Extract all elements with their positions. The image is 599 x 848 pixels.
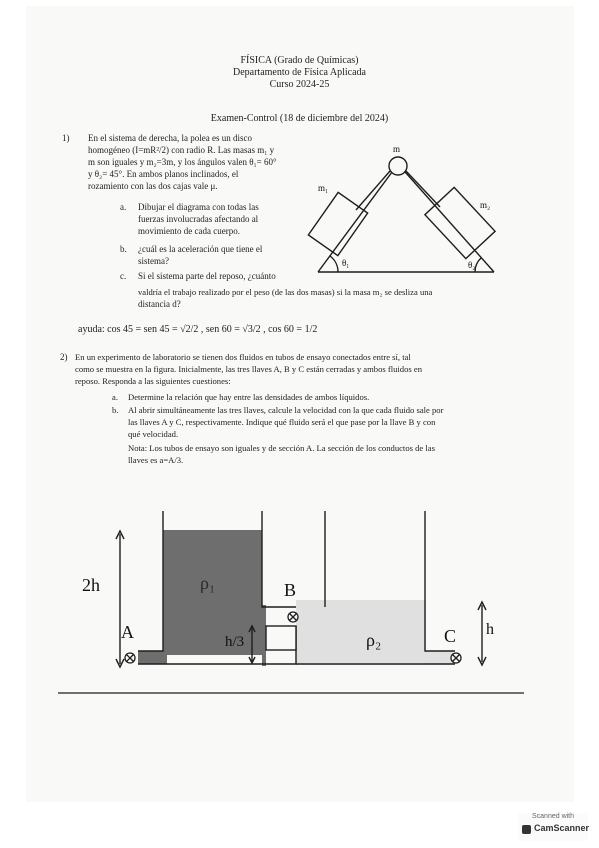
problem1-a-line-1: Dibujar el diagrama con todas las bbox=[138, 202, 259, 212]
camscanner-watermark bbox=[518, 813, 588, 841]
tubes-diagram bbox=[58, 511, 524, 693]
problem1-a-letter: a. bbox=[120, 202, 127, 212]
problem2-b-line-3: qué velocidad. bbox=[128, 429, 179, 439]
problem1-c-line-1: Si el sistema parte del reposo, ¿cuánto bbox=[138, 271, 276, 281]
center-block bbox=[266, 626, 296, 650]
problem1-c-line-3: distancia d? bbox=[138, 299, 181, 309]
problem1-line-2: homogéneo (I=mR²/2) con radio R. Las masas m₁ y bbox=[88, 145, 275, 155]
problem1-a-line-2: fuerzas involucradas afectando al bbox=[138, 214, 259, 224]
label-m2: m₂ bbox=[480, 200, 491, 210]
label-valve-c: C bbox=[444, 626, 457, 646]
problem2-number: 2) bbox=[60, 352, 68, 362]
label-rho2: ρ₂ bbox=[366, 630, 382, 650]
problem2-b-line-2: las llaves A y C, respectivamente. Indique qué fluido será el que pase por la llave B y con bbox=[128, 417, 436, 427]
watermark-line-1: Scanned with bbox=[531, 813, 575, 820]
incline-left-plane bbox=[318, 164, 398, 272]
camscanner-logo-icon bbox=[522, 825, 531, 834]
pulley-disc bbox=[389, 157, 407, 175]
fluid1-valve-a-pipe bbox=[138, 651, 167, 664]
angle-arc-left bbox=[330, 256, 338, 272]
problem2-b-letter: b. bbox=[112, 405, 119, 415]
label-h: h bbox=[486, 621, 494, 638]
problem2-line-3: reposo. Responda a las siguientes cuestiones: bbox=[75, 376, 231, 386]
problem1-c-letter: c. bbox=[120, 271, 127, 281]
problem1-line-1: En el sistema de derecha, la polea es un disco bbox=[88, 133, 252, 143]
valve-c-icon bbox=[451, 653, 461, 663]
rope-right bbox=[406, 171, 440, 207]
label-pulley-m: m bbox=[393, 144, 401, 154]
fluid2-tube-right bbox=[296, 600, 426, 663]
label-h3: h/3 bbox=[225, 634, 245, 650]
problem1-line-3: m son iguales y m₂=3m, y los ángulos valen θ₁= 60° bbox=[88, 157, 277, 167]
rope-left bbox=[356, 171, 390, 210]
valve-a-icon bbox=[125, 653, 135, 663]
problem1-b-line-1: ¿cuál es la aceleración que tiene el bbox=[138, 244, 263, 254]
fluid2-valve-c-pipe bbox=[425, 651, 453, 664]
angle-arc-right bbox=[475, 258, 481, 272]
label-theta1: θ₁ bbox=[342, 258, 350, 268]
problem1-b-letter: b. bbox=[120, 244, 127, 254]
incline-right-plane bbox=[398, 164, 494, 272]
label-rho1: ρ₁ bbox=[200, 573, 216, 593]
academic-year: Curso 2024-25 bbox=[269, 79, 330, 90]
problem2-line-2: como se muestra en la figura. Inicialmente, las tres llaves A, B y C están cerradas y ambos fluidos en bbox=[75, 364, 422, 374]
watermark-line-2: CamScanner bbox=[534, 823, 590, 833]
problem1-hint: ayuda: cos 45 = sen 45 = √2/2 , sen 60 = √3/2 , cos 60 = 1/2 bbox=[78, 324, 318, 335]
label-valve-a: A bbox=[121, 622, 134, 642]
problem1-line-5: rozamiento con las dos cajas vale μ. bbox=[88, 181, 218, 191]
block-m2 bbox=[425, 187, 495, 258]
problem1-b-line-2: sistema? bbox=[138, 256, 169, 266]
label-theta2: θ₂ bbox=[468, 260, 476, 270]
label-2h: 2h bbox=[82, 575, 100, 595]
problem1-number: 1) bbox=[62, 133, 70, 143]
problem2-b-line-1: Al abrir simultáneamente las tres llaves, calcule la velocidad con la que cada fluido sale por bbox=[128, 405, 444, 415]
department-name: Departamento de Física Aplicada bbox=[232, 67, 366, 78]
course-title: FÍSICA (Grado de Químicas) bbox=[240, 55, 359, 66]
left-tube-outer-wall bbox=[138, 511, 163, 651]
problem1-line-4: y θ₂= 45°. En ambos planos inclinados, el bbox=[88, 169, 239, 179]
problem1-c-line-2: valdría el trabajo realizado por el peso (de las dos masas) si la masa m₂ se desliza una bbox=[138, 287, 433, 297]
problem2-b-line-4: Nota: Los tubos de ensayo son iguales y de sección A. La sección de los conductos de las bbox=[128, 443, 435, 453]
valve-b-icon bbox=[288, 612, 298, 622]
problem2-b-line-5: llaves es a=A/3. bbox=[128, 455, 184, 465]
label-valve-b: B bbox=[284, 580, 297, 600]
problem2-a-line-1: Determine la relación que hay entre las densidades de ambos líquidos. bbox=[128, 392, 370, 402]
problem2-a-letter: a. bbox=[112, 392, 118, 402]
problem1-a-line-3: movimiento de cada cuerpo. bbox=[138, 226, 240, 236]
exam-title: Examen-Control (18 de diciembre del 2024) bbox=[210, 113, 389, 124]
problem2-line-1: En un experimento de laboratorio se tienen dos fluidos en tubos de ensayo conectados entre sí, tal bbox=[75, 352, 411, 362]
label-m1: m₁ bbox=[318, 183, 329, 193]
